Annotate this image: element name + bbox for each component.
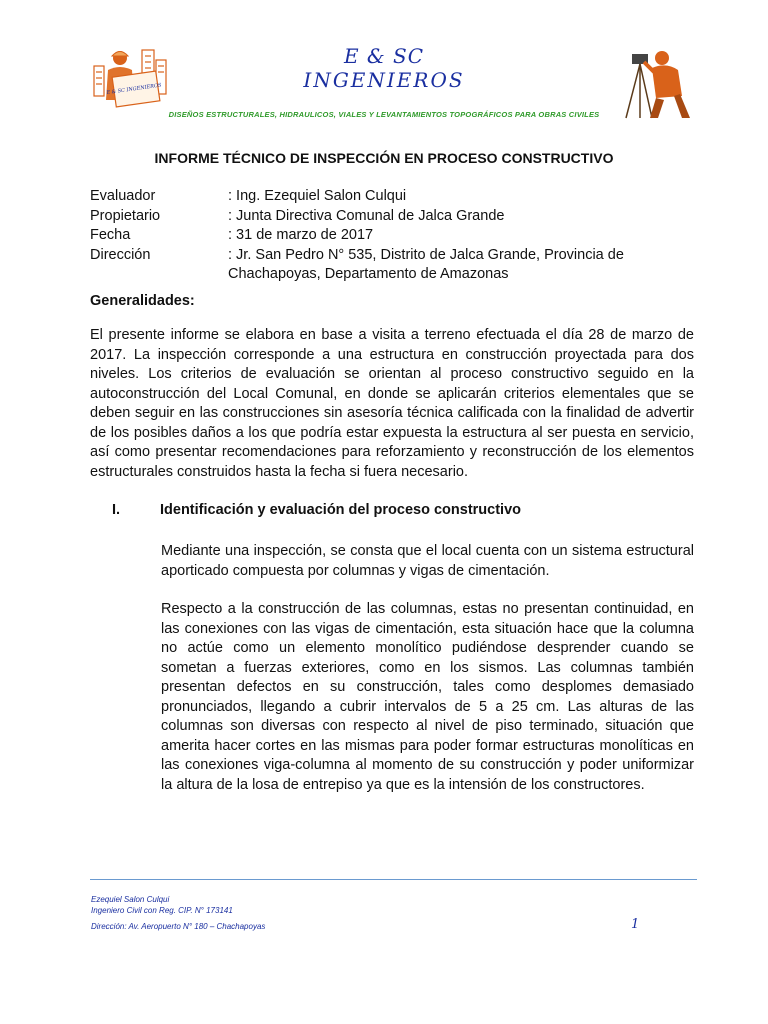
- brand-name: E & SC: [343, 44, 425, 68]
- meta-label: Propietario: [90, 207, 161, 224]
- generalidades-heading: Generalidades:: [90, 293, 195, 309]
- section-title: Identificación y evaluación del proceso constructivo: [160, 502, 521, 518]
- report-metadata: [90, 187, 690, 285]
- meta-label: Evaluador: [90, 188, 156, 204]
- meta-value: : Ing. Ezequiel Salon Culqui: [228, 188, 407, 204]
- generalidades-paragraph: El presente informe se elabora en base a visita a terreno efectuada el día 28 de marzo de 2017. La inspección corresponde a una estructura en construcción proyectada para dos niveles. Los criterios de evaluación se orientan al proceso constructivo seguido en la autoconstrucción del Local Comunal, en donde se aplicarán criterios elementales que se deben seguir en las construcciones sin asesoría técnica calificada con la finalidad de advertir de los posibles daños a los que podría estar expuesta la estructura al ser puesta en servicio, así como presentar recomendaciones para reforzamiento y reconstrucción de los elementos estructurales construidos hasta la fecha si fuera necesario.: [90, 327, 694, 480]
- section-number: I.: [112, 502, 121, 518]
- section-1-paragraph-1: Mediante una inspección, se consta que el local cuenta con un sistema estructural aporticado compuesta por columnas y vigas de cimentación.: [161, 543, 694, 579]
- meta-value: : Junta Directiva Comunal de Jalca Grande: [228, 207, 505, 224]
- meta-value: : 31 de marzo de 2017: [228, 227, 374, 243]
- meta-label: Fecha: [90, 227, 131, 243]
- meta-row-fecha: [90, 226, 690, 246]
- footer-registration: Ingeniero Civil con Reg. CIP. N° 173141: [91, 906, 233, 915]
- company-tagline: DISEÑOS ESTRUCTURALES, HIDRAULICOS, VIALES Y LEVANTAMIENTOS TOPOGRÁFICOS PARA OBRAS CIVILES: [168, 110, 600, 119]
- surveyor-with-theodolite-logo: [622, 44, 694, 120]
- document-title: INFORME TÉCNICO DE INSPECCIÓN EN PROCESO CONSTRUCTIVO: [154, 150, 614, 166]
- footer-address: Dirección: Av. Aeropuerto N° 180 – Chachapoyas: [91, 922, 266, 931]
- meta-row-evaluador: [90, 187, 690, 207]
- section-1-heading: [112, 502, 672, 518]
- section-1-paragraph-2: Respecto a la construcción de las columnas, estas no presentan continuidad, en las conexiones con las vigas de cimentación, esta situación hace que la columna no actúe como un elemento monolítico pudiéndose desprender cuando se sometan a fuerzas exteriores, como en los sismos. Las columnas también presentan defectos en su construcción, tales como desplomes demasiado pronunciados, llegando a cubrir intervalos de 5 a 25 cm. Las alturas de las columnas son diversas con respecto al nivel de piso terminado, situación que amerita hacer cortes en las mismas para poder formar estructuras monolíticas en las conexiones viga-columna al momento de su construcción y poder uniformizar la altura de la losa de entrepiso ya que es la intensión de los constructores.: [161, 601, 694, 793]
- brand-subtitle: INGENIEROS: [303, 68, 465, 92]
- footer-divider: [90, 879, 697, 880]
- meta-row-direccion: [90, 246, 690, 285]
- page-number: 1: [631, 917, 640, 932]
- meta-row-propietario: [90, 207, 690, 227]
- logo-left-text: E & SC INGENIEROS: [106, 82, 162, 97]
- footer-author: Ezequiel Salon Culqui: [91, 895, 170, 904]
- meta-value: : Jr. San Pedro N° 535, Distrito de Jalca Grande, Provincia de Chachapoyas, Departamento de Amazonas: [228, 246, 624, 282]
- meta-label: Dirección: [90, 246, 151, 263]
